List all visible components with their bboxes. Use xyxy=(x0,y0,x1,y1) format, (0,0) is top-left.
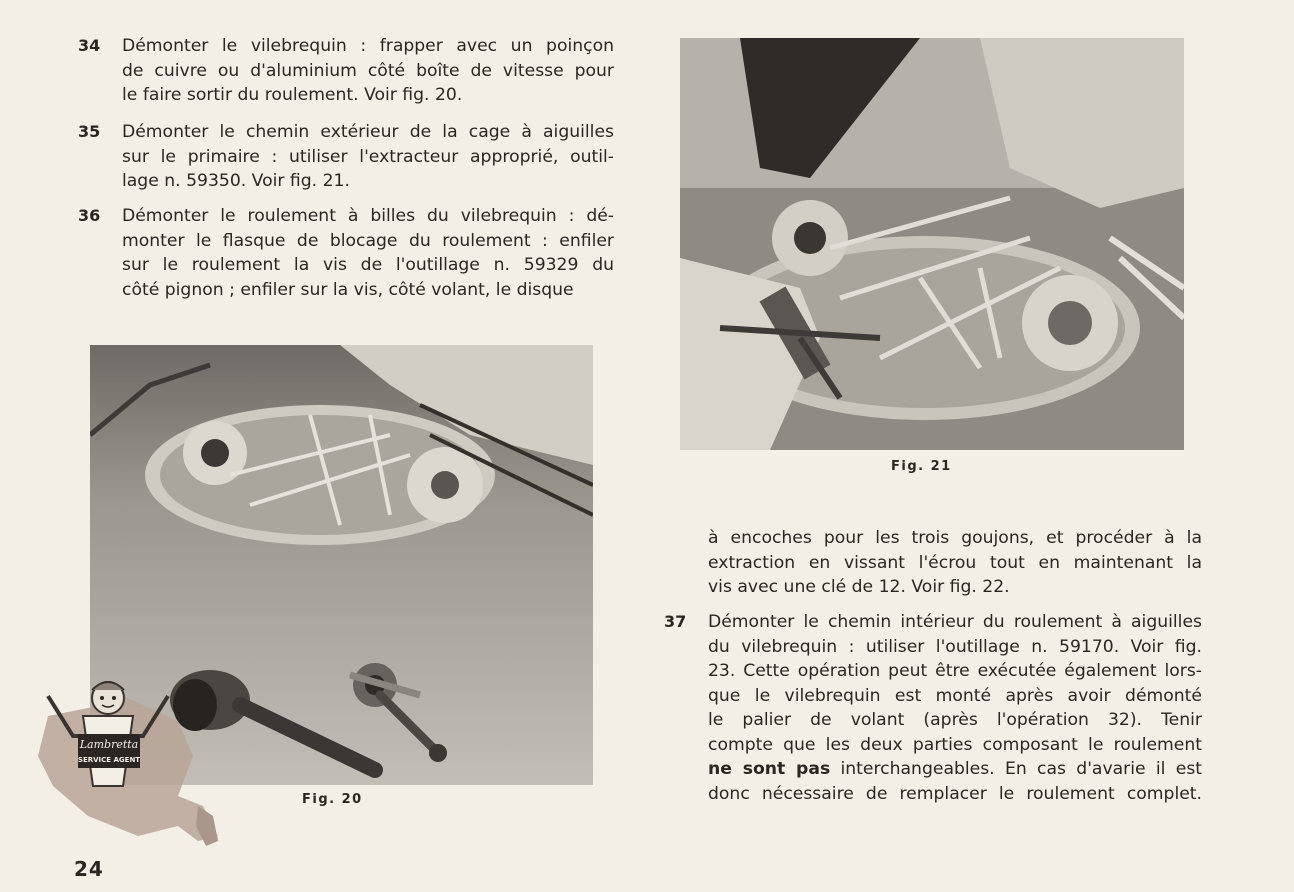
step-line: le faire sortir du roulement. Voir fig. 20. xyxy=(122,85,463,105)
step-37 xyxy=(664,610,1204,808)
step-line: Démonter le chemin extérieur de la cage à aiguilles xyxy=(122,122,614,142)
step-line: lage n. 59350. Voir fig. 21. xyxy=(122,171,350,191)
step-line: à encoches pour les trois goujons, et procéder à la xyxy=(708,528,1202,548)
step-line-rest: interchangeables. En cas d'avarie il est xyxy=(840,759,1203,779)
step-36-continuation xyxy=(708,526,1202,600)
step-line: Démonter le roulement à billes du vilebrequin : dé- xyxy=(122,206,614,226)
stamp-brand: Lambretta xyxy=(79,738,139,751)
step-34 xyxy=(78,34,616,108)
step-line: que le vilebrequin est monté après avoir démonté xyxy=(708,685,1202,706)
step-line: extraction en vissant l'écrou tout en maintenant la xyxy=(708,552,1202,573)
step-line: 23. Cette opération peut être exécutée également lors- xyxy=(708,661,1202,681)
step-line: donc nécessaire de remplacer le roulement complet. xyxy=(708,783,1202,804)
step-line: sur le roulement la vis de l'outillage n. 59329 du xyxy=(122,255,614,275)
step-line: sur le primaire : utiliser l'extracteur approprié, outil- xyxy=(122,146,614,167)
step-line: compte que les deux parties composant le roulement xyxy=(708,734,1202,755)
step-line: le palier de volant (après l'opération 32). Tenir xyxy=(708,710,1202,730)
step-line: de cuivre ou d'aluminium côté boîte de vitesse pour xyxy=(122,60,614,81)
step-line: côté pignon ; enfiler sur la vis, côté volant, le disque xyxy=(122,279,574,300)
step-line-emphasis xyxy=(708,757,1202,782)
step-number: 37 xyxy=(664,612,687,631)
figure-21-photo xyxy=(680,38,1184,450)
step-number: 36 xyxy=(78,206,101,225)
figure-20-caption: Fig. 20 xyxy=(302,792,363,807)
step-line: vis avec une clé de 12. Voir fig. 22. xyxy=(708,577,1010,597)
step-number: 34 xyxy=(78,36,101,55)
step-line: Démonter le vilebrequin : frapper avec un poinçon xyxy=(122,36,614,56)
step-line: monter le flasque de blocage du roulement : enfiler xyxy=(122,230,614,251)
emphasis-text: ne sont pas xyxy=(708,759,831,779)
step-line: Démonter le chemin intérieur du roulement à aiguilles xyxy=(708,612,1202,632)
step-35 xyxy=(78,120,616,194)
service-agent-stamp xyxy=(28,676,228,856)
figure-21-caption: Fig. 21 xyxy=(891,459,952,474)
step-number: 35 xyxy=(78,122,101,141)
step-36 xyxy=(78,204,616,302)
stamp-text: SERVICE AGENT xyxy=(77,756,141,764)
page-number: 24 xyxy=(74,857,104,881)
step-line: du vilebrequin : utiliser l'outillage n. 59170. Voir fig. xyxy=(708,636,1202,657)
